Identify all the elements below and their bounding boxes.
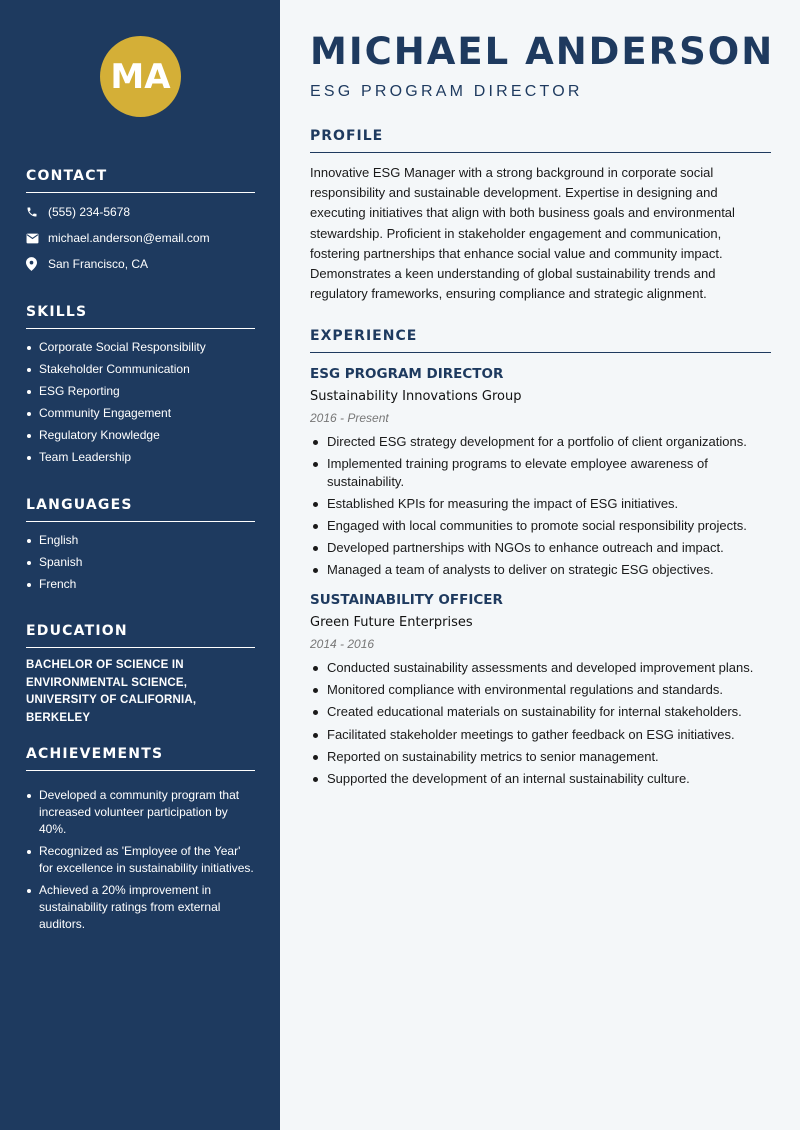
- list-item: Monitored compliance with environmental regulations and standards.: [310, 681, 771, 699]
- experience-section: [310, 328, 771, 792]
- contact-email: [26, 225, 255, 251]
- education-degree: BACHELOR OF SCIENCE IN ENVIRONMENTAL SCIENCE, UNIVERSITY OF CALIFORNIA, BERKELEY: [26, 659, 197, 724]
- list-item: Engaged with local communities to promote social responsibility projects.: [310, 517, 771, 535]
- job-bullets: [310, 659, 771, 787]
- job-entry: [310, 366, 771, 579]
- list-item: Directed ESG strategy development for a portfolio of client organizations.: [310, 433, 771, 451]
- job-bullets: [310, 433, 771, 579]
- contact-heading: CONTACT: [26, 168, 255, 193]
- job-title-header: ESG PROGRAM DIRECTOR: [310, 83, 583, 100]
- company-name: Green Future Enterprises: [310, 614, 473, 630]
- contact-location: [26, 251, 255, 277]
- list-item: Developed a community program that increased volunteer participation by 40%.: [26, 787, 255, 838]
- job-dates: 2014 - 2016: [310, 636, 375, 651]
- education-section: [26, 623, 255, 727]
- job-title: SUSTAINABILITY OFFICER: [310, 591, 503, 608]
- location-text: San Francisco, CA: [48, 257, 149, 271]
- list-item: Spanish: [26, 554, 255, 571]
- contact-phone: [26, 199, 255, 225]
- list-item: Regulatory Knowledge: [26, 427, 255, 444]
- avatar: MA: [100, 36, 181, 117]
- skills-section: [26, 304, 255, 471]
- list-item: ESG Reporting: [26, 383, 255, 400]
- list-item: Achieved a 20% improvement in sustainability ratings from external auditors.: [26, 882, 255, 933]
- job-title: ESG PROGRAM DIRECTOR: [310, 366, 504, 382]
- list-item: Community Engagement: [26, 405, 255, 422]
- list-item: Facilitated stakeholder meetings to gather feedback on ESG initiatives.: [310, 726, 771, 744]
- list-item: Stakeholder Communication: [26, 361, 255, 378]
- sidebar: [0, 0, 280, 1130]
- list-item: Conducted sustainability assessments and developed improvement plans.: [310, 659, 771, 677]
- list-item: Recognized as 'Employee of the Year' for excellence in sustainability initiatives.: [26, 843, 255, 877]
- list-item: Managed a team of analysts to deliver on strategic ESG objectives.: [310, 561, 771, 579]
- email-text: michael.anderson@email.com: [48, 231, 210, 245]
- languages-list: [26, 532, 255, 593]
- achievements-section: [26, 746, 255, 938]
- list-item: Established KPIs for measuring the impact of ESG initiatives.: [310, 495, 771, 513]
- phone-text: (555) 234-5678: [48, 205, 131, 219]
- education-heading: EDUCATION: [26, 623, 255, 648]
- list-item: Reported on sustainability metrics to senior management.: [310, 748, 771, 766]
- experience-heading: EXPERIENCE: [310, 328, 771, 353]
- list-item: Implemented training programs to elevate employee awareness of sustainability.: [310, 455, 771, 490]
- list-item: Corporate Social Responsibility: [26, 339, 255, 356]
- languages-heading: LANGUAGES: [26, 497, 255, 522]
- list-item: Supported the development of an internal sustainability culture.: [310, 770, 771, 788]
- skills-list: [26, 339, 255, 466]
- list-item: Created educational materials on sustainability for internal stakeholders.: [310, 703, 771, 721]
- location-icon: [26, 257, 48, 271]
- list-item: Team Leadership: [26, 449, 255, 466]
- candidate-name: MICHAEL ANDERSON: [310, 30, 775, 73]
- profile-text: Innovative ESG Manager with a strong background in corporate social responsibility and sustainable development. Expertise in designing and executing initiatives that align with both business goals and environmental stewardship. Proficient in stakeholder engagement and communication, fostering partnerships that enhance social value and community impact. Demonstrates a keen understanding of global sustainability trends and regulatory frameworks, ensuring compliance and strategic alignment.: [310, 165, 735, 302]
- job-dates: 2016 - Present: [310, 411, 389, 425]
- contact-section: [26, 168, 255, 277]
- list-item: English: [26, 532, 255, 549]
- languages-section: [26, 497, 255, 598]
- achievements-heading: ACHIEVEMENTS: [26, 746, 255, 771]
- profile-heading: PROFILE: [310, 128, 771, 153]
- achievements-list: [26, 787, 255, 933]
- job-entry: [310, 592, 771, 787]
- phone-icon: [26, 206, 48, 218]
- company-name: Sustainability Innovations Group: [310, 389, 522, 404]
- profile-section: [310, 128, 771, 304]
- main-content: [280, 0, 800, 1130]
- skills-heading: SKILLS: [26, 304, 255, 329]
- email-icon: [26, 233, 48, 244]
- list-item: Developed partnerships with NGOs to enhance outreach and impact.: [310, 539, 771, 557]
- list-item: French: [26, 576, 255, 593]
